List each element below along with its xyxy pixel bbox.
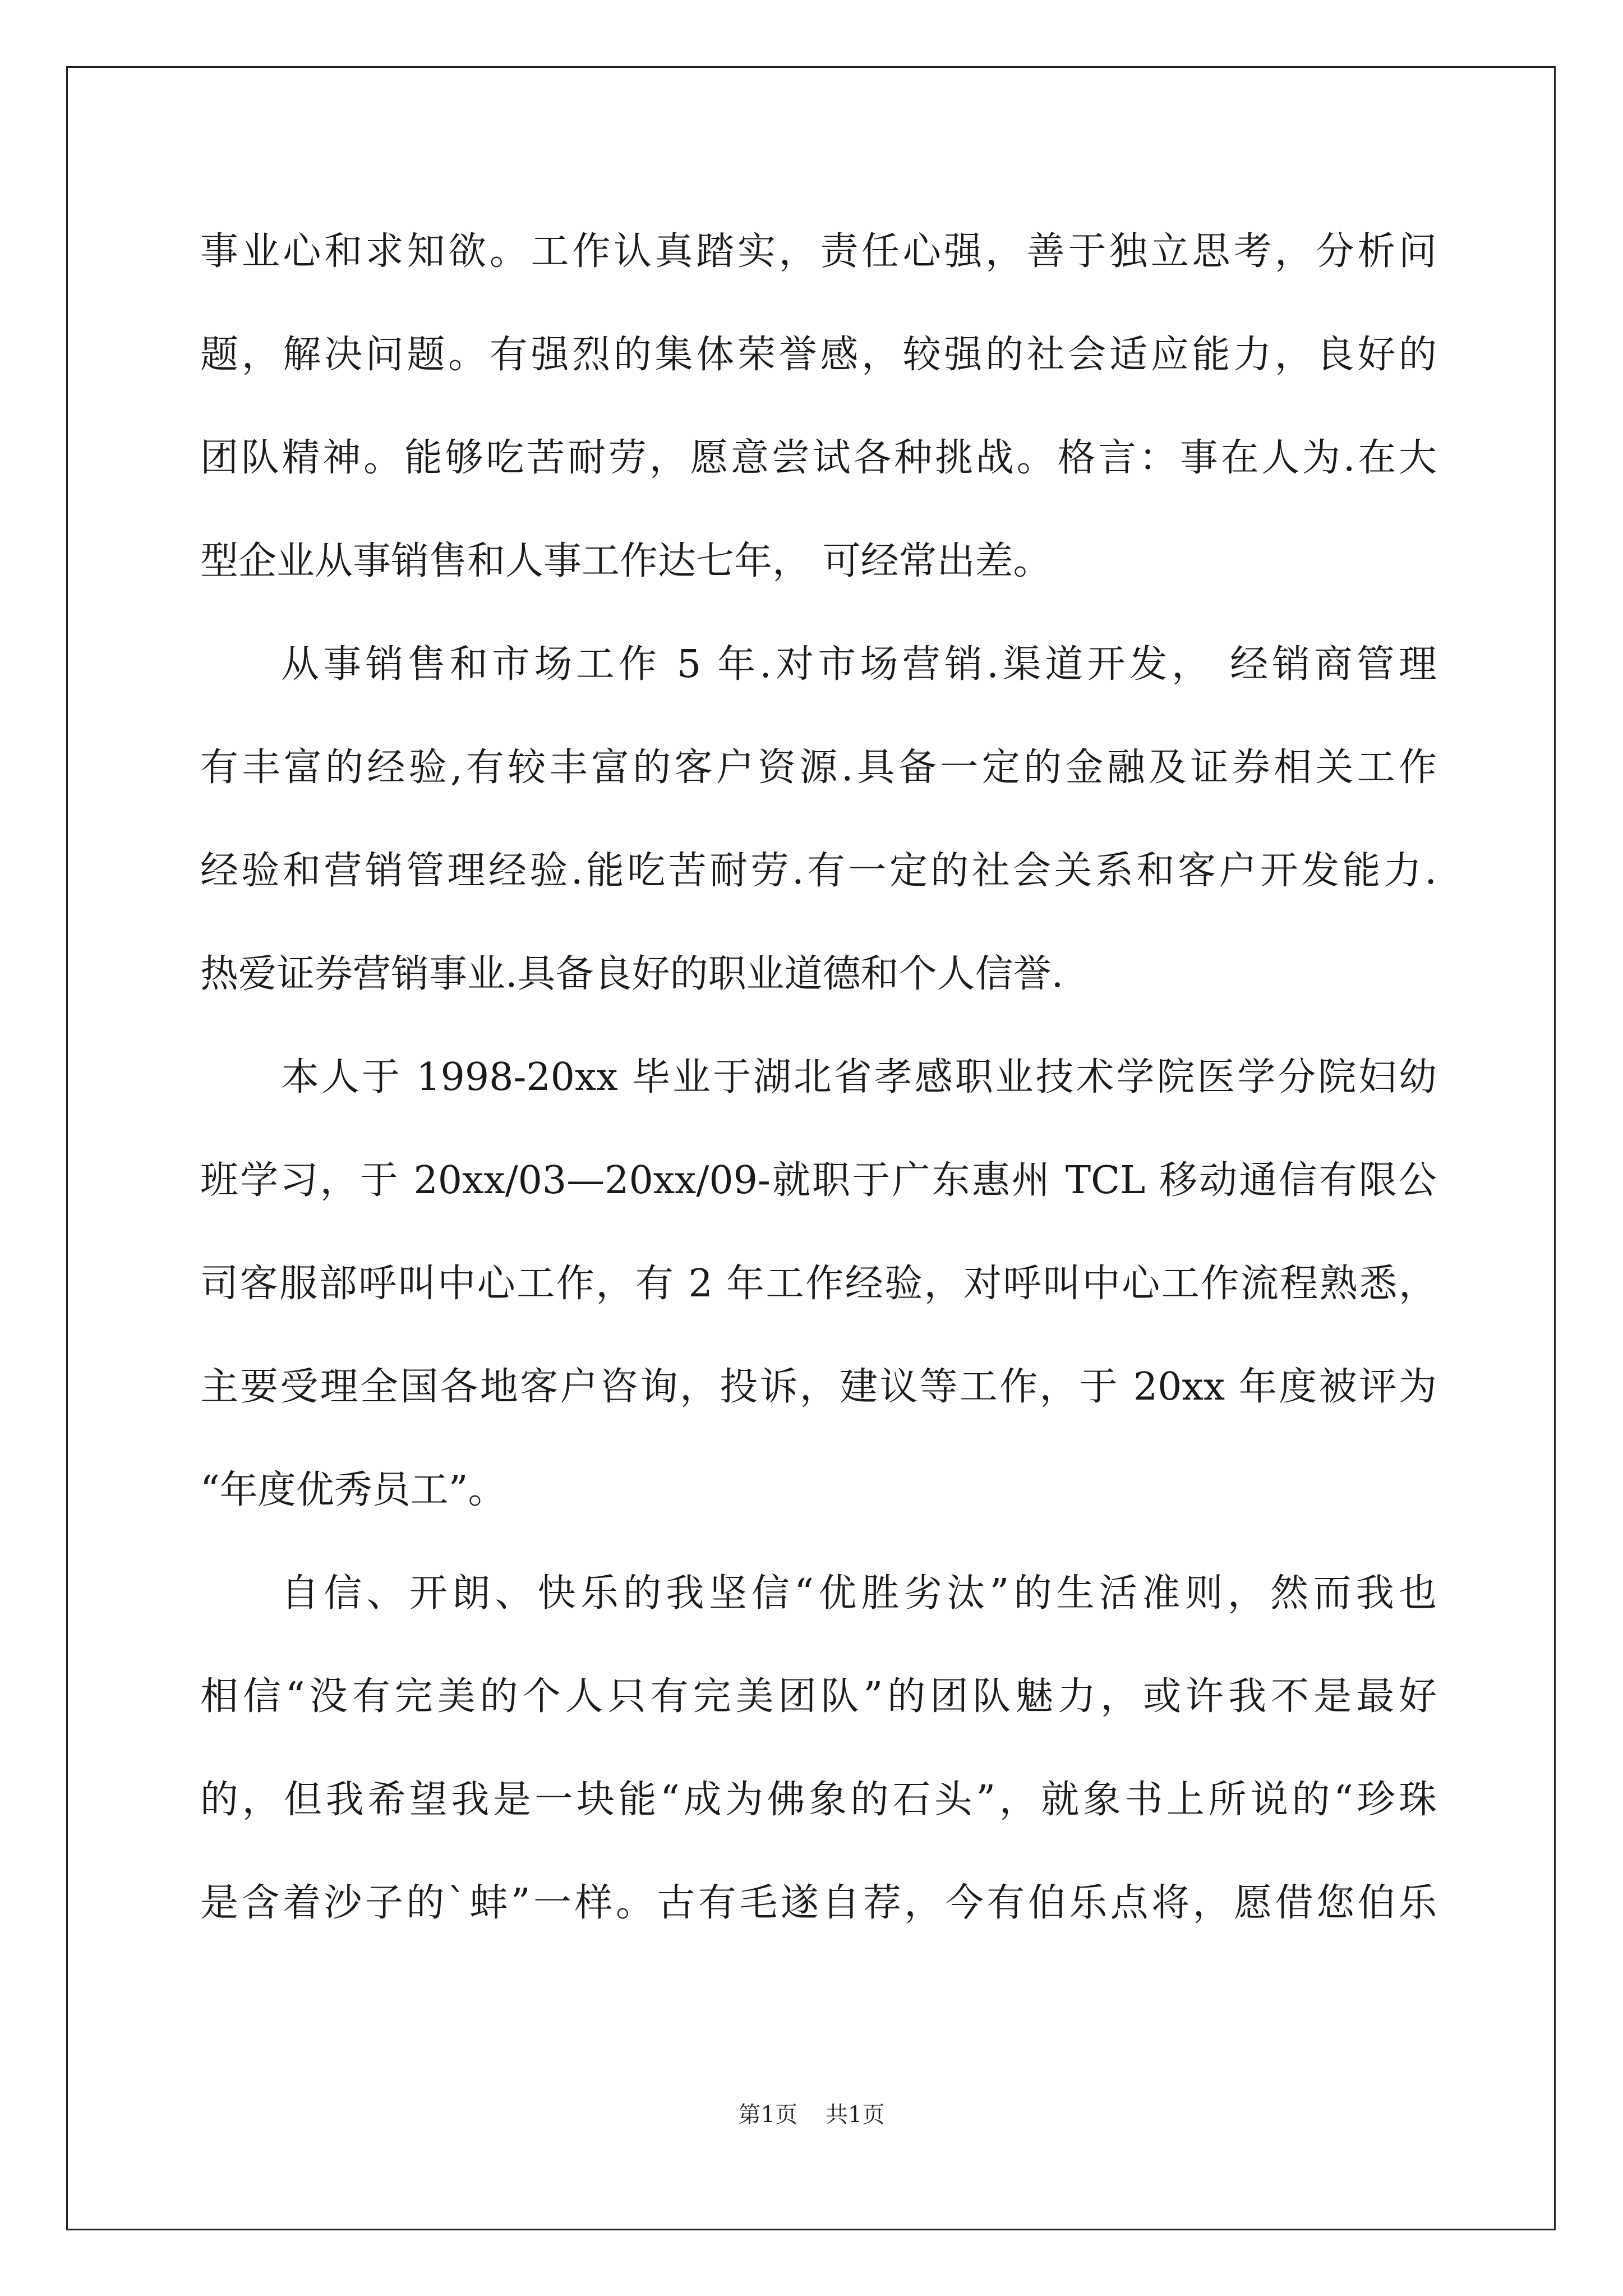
text-line: 热爱证券营销事业.具备良好的职业道德和个人信誉. — [200, 952, 1064, 996]
text-line: 经验和营销管理经验.能吃苦耐劳.有一定的社会关系和客户开发能力. — [200, 849, 1437, 893]
document-body — [200, 200, 1437, 1955]
text-line: 从事销售和市场工作 5 年.对市场营销.渠道开发， 经销商管理 — [281, 642, 1437, 687]
page-number: 第1页 — [738, 2102, 797, 2128]
page-total: 共1页 — [826, 2102, 885, 2128]
text-line: 班学习，于 20xx/03—20xx/09-就职于广东惠州 TCL 移动通信有限公 — [200, 1158, 1437, 1203]
page-footer — [0, 2098, 1623, 2132]
text-line: 题，解决问题。有强烈的集体荣誉感，较强的社会适应能力，良好的 — [200, 333, 1437, 377]
text-line: 司客服部呼叫中心工作，有 2 年工作经验，对呼叫中心工作流程熟悉， — [200, 1262, 1437, 1306]
text-line: 团队精神。能够吃苦耐劳，愿意尝试各种挑战。格言：事在人为.在大 — [200, 436, 1437, 480]
text-line: 有丰富的经验,有较丰富的客户资源.具备一定的金融及证券相关工作 — [200, 746, 1437, 790]
text-line: 的，但我希望我是一块能“成为佛象的石头”，就象书上所说的“珍珠 — [200, 1778, 1437, 1822]
text-line: 相信“没有完美的个人只有完美团队”的团队魅力，或许我不是最好 — [200, 1674, 1437, 1719]
text-line: 事业心和求知欲。工作认真踏实，责任心强，善于独立思考，分析问 — [200, 229, 1437, 274]
text-line: 本人于 1998-20xx 毕业于湖北省孝感职业技术学院医学分院妇幼 — [281, 1055, 1437, 1099]
text-line: “年度优秀员工”。 — [200, 1468, 506, 1512]
text-line: 主要受理全国各地客户咨询，投诉，建议等工作，于 20xx 年度被评为 — [200, 1365, 1437, 1409]
text-line: 是含着沙子的`蚌”一样。古有毛遂自荐，今有伯乐点将，愿借您伯乐 — [200, 1881, 1437, 1925]
text-line: 自信、开朗、快乐的我坚信“优胜劣汰”的生活准则，然而我也 — [281, 1571, 1437, 1616]
text-line: 型企业从事销售和人事工作达七年， 可经常出差。 — [200, 539, 1052, 583]
